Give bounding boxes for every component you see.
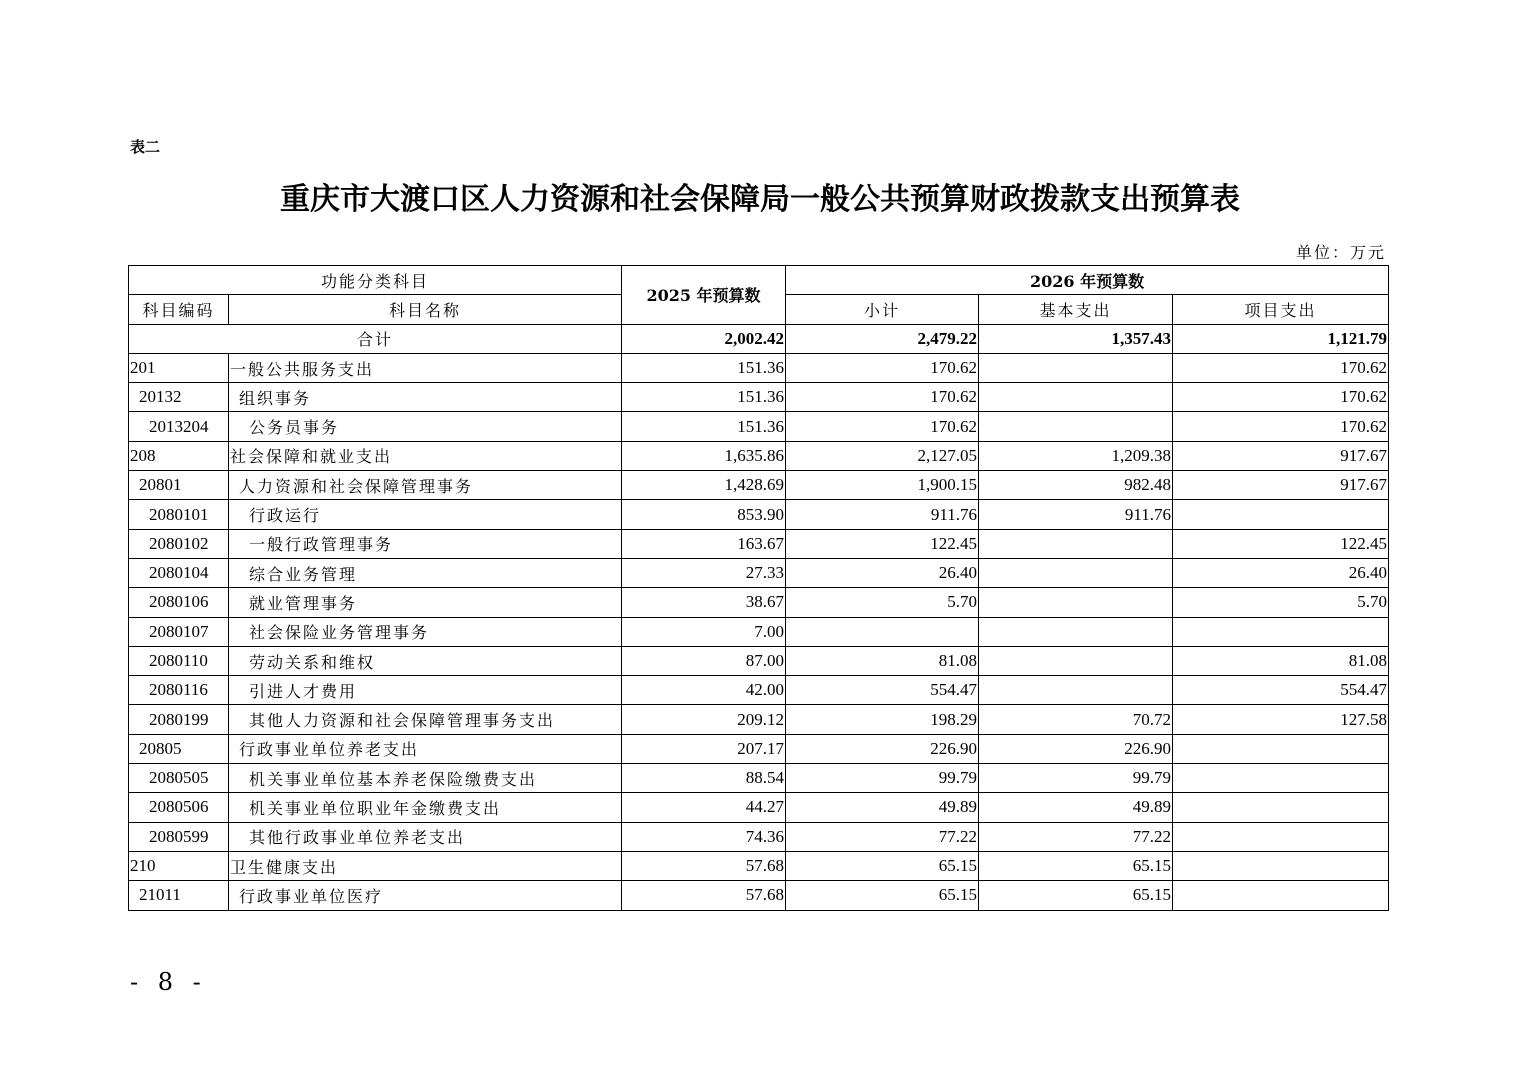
- row-budget-2025: 44.27: [622, 793, 786, 822]
- row-budget-2025: 151.36: [622, 383, 786, 412]
- table-row: [129, 734, 1389, 763]
- row-code: 2080107: [129, 617, 229, 646]
- row-basic: 70.72: [979, 705, 1173, 734]
- row-project: 170.62: [1173, 412, 1389, 441]
- row-basic: 65.15: [979, 881, 1173, 910]
- row-code: 2080104: [129, 558, 229, 587]
- table-row: [129, 558, 1389, 587]
- row-budget-2025: 7.00: [622, 617, 786, 646]
- table-row: [129, 588, 1389, 617]
- table-row: [129, 851, 1389, 880]
- row-code: 21011: [129, 881, 229, 910]
- table-row: [129, 881, 1389, 910]
- row-name: 一般行政管理事务: [229, 529, 622, 558]
- row-basic: [979, 412, 1173, 441]
- row-subtotal: 911.76: [786, 500, 979, 529]
- table-label: 表二: [130, 138, 161, 156]
- row-basic: [979, 676, 1173, 705]
- table-row: [129, 353, 1389, 382]
- row-code: 20801: [129, 471, 229, 500]
- row-subtotal: 2,127.05: [786, 441, 979, 470]
- row-name: 其他行政事业单位养老支出: [229, 822, 622, 851]
- row-code: 2080505: [129, 764, 229, 793]
- header-row-1: [129, 266, 1389, 295]
- row-name: 卫生健康支出: [229, 851, 622, 880]
- row-project: 26.40: [1173, 558, 1389, 587]
- row-subtotal: 81.08: [786, 646, 979, 675]
- row-name: 其他人力资源和社会保障管理事务支出: [229, 705, 622, 734]
- total-subtotal: 2,479.22: [786, 324, 979, 353]
- table-row: [129, 676, 1389, 705]
- table-row: [129, 705, 1389, 734]
- row-basic: [979, 383, 1173, 412]
- row-basic: 65.15: [979, 851, 1173, 880]
- row-basic: 226.90: [979, 734, 1173, 763]
- total-b2025: 2,002.42: [622, 324, 786, 353]
- row-basic: 1,209.38: [979, 441, 1173, 470]
- row-name: 一般公共服务支出: [229, 353, 622, 382]
- row-code: 2080506: [129, 793, 229, 822]
- total-row: [129, 324, 1389, 353]
- header-subtotal: 小计: [786, 295, 979, 324]
- row-basic: [979, 529, 1173, 558]
- row-project: [1173, 822, 1389, 851]
- row-project: [1173, 734, 1389, 763]
- table-row: [129, 822, 1389, 851]
- row-project: [1173, 764, 1389, 793]
- row-budget-2025: 38.67: [622, 588, 786, 617]
- row-name: 引进人才费用: [229, 676, 622, 705]
- row-project: 5.70: [1173, 588, 1389, 617]
- table-row: [129, 793, 1389, 822]
- row-project: [1173, 617, 1389, 646]
- header-budget-2026: 2026 年预算数: [786, 266, 1389, 295]
- page-number: - 8 -: [130, 968, 207, 996]
- table-row: [129, 764, 1389, 793]
- row-code: 208: [129, 441, 229, 470]
- row-budget-2025: 207.17: [622, 734, 786, 763]
- row-project: [1173, 881, 1389, 910]
- row-basic: [979, 617, 1173, 646]
- row-budget-2025: 151.36: [622, 412, 786, 441]
- row-basic: 77.22: [979, 822, 1173, 851]
- row-budget-2025: 88.54: [622, 764, 786, 793]
- row-name: 劳动关系和维权: [229, 646, 622, 675]
- row-budget-2025: 853.90: [622, 500, 786, 529]
- row-subtotal: 122.45: [786, 529, 979, 558]
- row-name: 社会保障和就业支出: [229, 441, 622, 470]
- row-budget-2025: 209.12: [622, 705, 786, 734]
- row-code: 2013204: [129, 412, 229, 441]
- row-project: 81.08: [1173, 646, 1389, 675]
- row-name: 人力资源和社会保障管理事务: [229, 471, 622, 500]
- table-row: [129, 383, 1389, 412]
- row-basic: 99.79: [979, 764, 1173, 793]
- row-subtotal: 99.79: [786, 764, 979, 793]
- row-budget-2025: 57.68: [622, 881, 786, 910]
- row-budget-2025: 151.36: [622, 353, 786, 382]
- row-basic: [979, 588, 1173, 617]
- row-code: 20805: [129, 734, 229, 763]
- row-project: 127.58: [1173, 705, 1389, 734]
- table-row: [129, 617, 1389, 646]
- row-code: 2080116: [129, 676, 229, 705]
- table-row: [129, 646, 1389, 675]
- total-project: 1,121.79: [1173, 324, 1389, 353]
- table-row: [129, 471, 1389, 500]
- row-basic: [979, 646, 1173, 675]
- row-name: 机关事业单位基本养老保险缴费支出: [229, 764, 622, 793]
- row-project: 170.62: [1173, 383, 1389, 412]
- row-subtotal: 170.62: [786, 383, 979, 412]
- row-budget-2025: 1,635.86: [622, 441, 786, 470]
- row-name: 公务员事务: [229, 412, 622, 441]
- row-project: 170.62: [1173, 353, 1389, 382]
- row-project: [1173, 851, 1389, 880]
- row-budget-2025: 163.67: [622, 529, 786, 558]
- header-basic: 基本支出: [979, 295, 1173, 324]
- row-name: 组织事务: [229, 383, 622, 412]
- row-subtotal: 170.62: [786, 412, 979, 441]
- row-subtotal: [786, 617, 979, 646]
- row-code: 2080106: [129, 588, 229, 617]
- row-budget-2025: 57.68: [622, 851, 786, 880]
- row-name: 机关事业单位职业年金缴费支出: [229, 793, 622, 822]
- row-project: 917.67: [1173, 441, 1389, 470]
- table-row: [129, 412, 1389, 441]
- row-project: [1173, 500, 1389, 529]
- header-name: 科目名称: [229, 295, 622, 324]
- row-code: 2080101: [129, 500, 229, 529]
- row-project: 917.67: [1173, 471, 1389, 500]
- header-budget-2025: 2025 年预算数: [622, 266, 786, 325]
- row-project: 554.47: [1173, 676, 1389, 705]
- row-code: 2080110: [129, 646, 229, 675]
- header-code: 科目编码: [129, 295, 229, 324]
- row-subtotal: 65.15: [786, 881, 979, 910]
- row-code: 201: [129, 353, 229, 382]
- unit-label: 单位：万元: [1295, 243, 1386, 262]
- row-code: 20132: [129, 383, 229, 412]
- row-subtotal: 5.70: [786, 588, 979, 617]
- row-basic: [979, 558, 1173, 587]
- row-code: 2080199: [129, 705, 229, 734]
- row-budget-2025: 27.33: [622, 558, 786, 587]
- row-basic: 911.76: [979, 500, 1173, 529]
- row-subtotal: 554.47: [786, 676, 979, 705]
- row-project: [1173, 793, 1389, 822]
- row-code: 210: [129, 851, 229, 880]
- table-row: [129, 441, 1389, 470]
- row-subtotal: 170.62: [786, 353, 979, 382]
- row-budget-2025: 87.00: [622, 646, 786, 675]
- row-basic: 982.48: [979, 471, 1173, 500]
- row-budget-2025: 42.00: [622, 676, 786, 705]
- table-row: [129, 500, 1389, 529]
- header-project: 项目支出: [1173, 295, 1389, 324]
- row-budget-2025: 74.36: [622, 822, 786, 851]
- row-subtotal: 198.29: [786, 705, 979, 734]
- row-code: 2080599: [129, 822, 229, 851]
- row-name: 就业管理事务: [229, 588, 622, 617]
- row-subtotal: 49.89: [786, 793, 979, 822]
- header-functional-category: 功能分类科目: [129, 266, 622, 295]
- row-project: 122.45: [1173, 529, 1389, 558]
- total-basic: 1,357.43: [979, 324, 1173, 353]
- row-name: 行政运行: [229, 500, 622, 529]
- row-subtotal: 65.15: [786, 851, 979, 880]
- row-name: 社会保险业务管理事务: [229, 617, 622, 646]
- budget-table: [128, 265, 1389, 911]
- total-label: 合计: [129, 324, 622, 353]
- row-name: 行政事业单位医疗: [229, 881, 622, 910]
- row-subtotal: 26.40: [786, 558, 979, 587]
- table-row: [129, 529, 1389, 558]
- row-name: 综合业务管理: [229, 558, 622, 587]
- row-name: 行政事业单位养老支出: [229, 734, 622, 763]
- row-budget-2025: 1,428.69: [622, 471, 786, 500]
- row-basic: [979, 353, 1173, 382]
- row-subtotal: 226.90: [786, 734, 979, 763]
- row-subtotal: 77.22: [786, 822, 979, 851]
- row-code: 2080102: [129, 529, 229, 558]
- document-title: 重庆市大渡口区人力资源和社会保障局一般公共预算财政拨款支出预算表: [280, 182, 1240, 217]
- row-basic: 49.89: [979, 793, 1173, 822]
- row-subtotal: 1,900.15: [786, 471, 979, 500]
